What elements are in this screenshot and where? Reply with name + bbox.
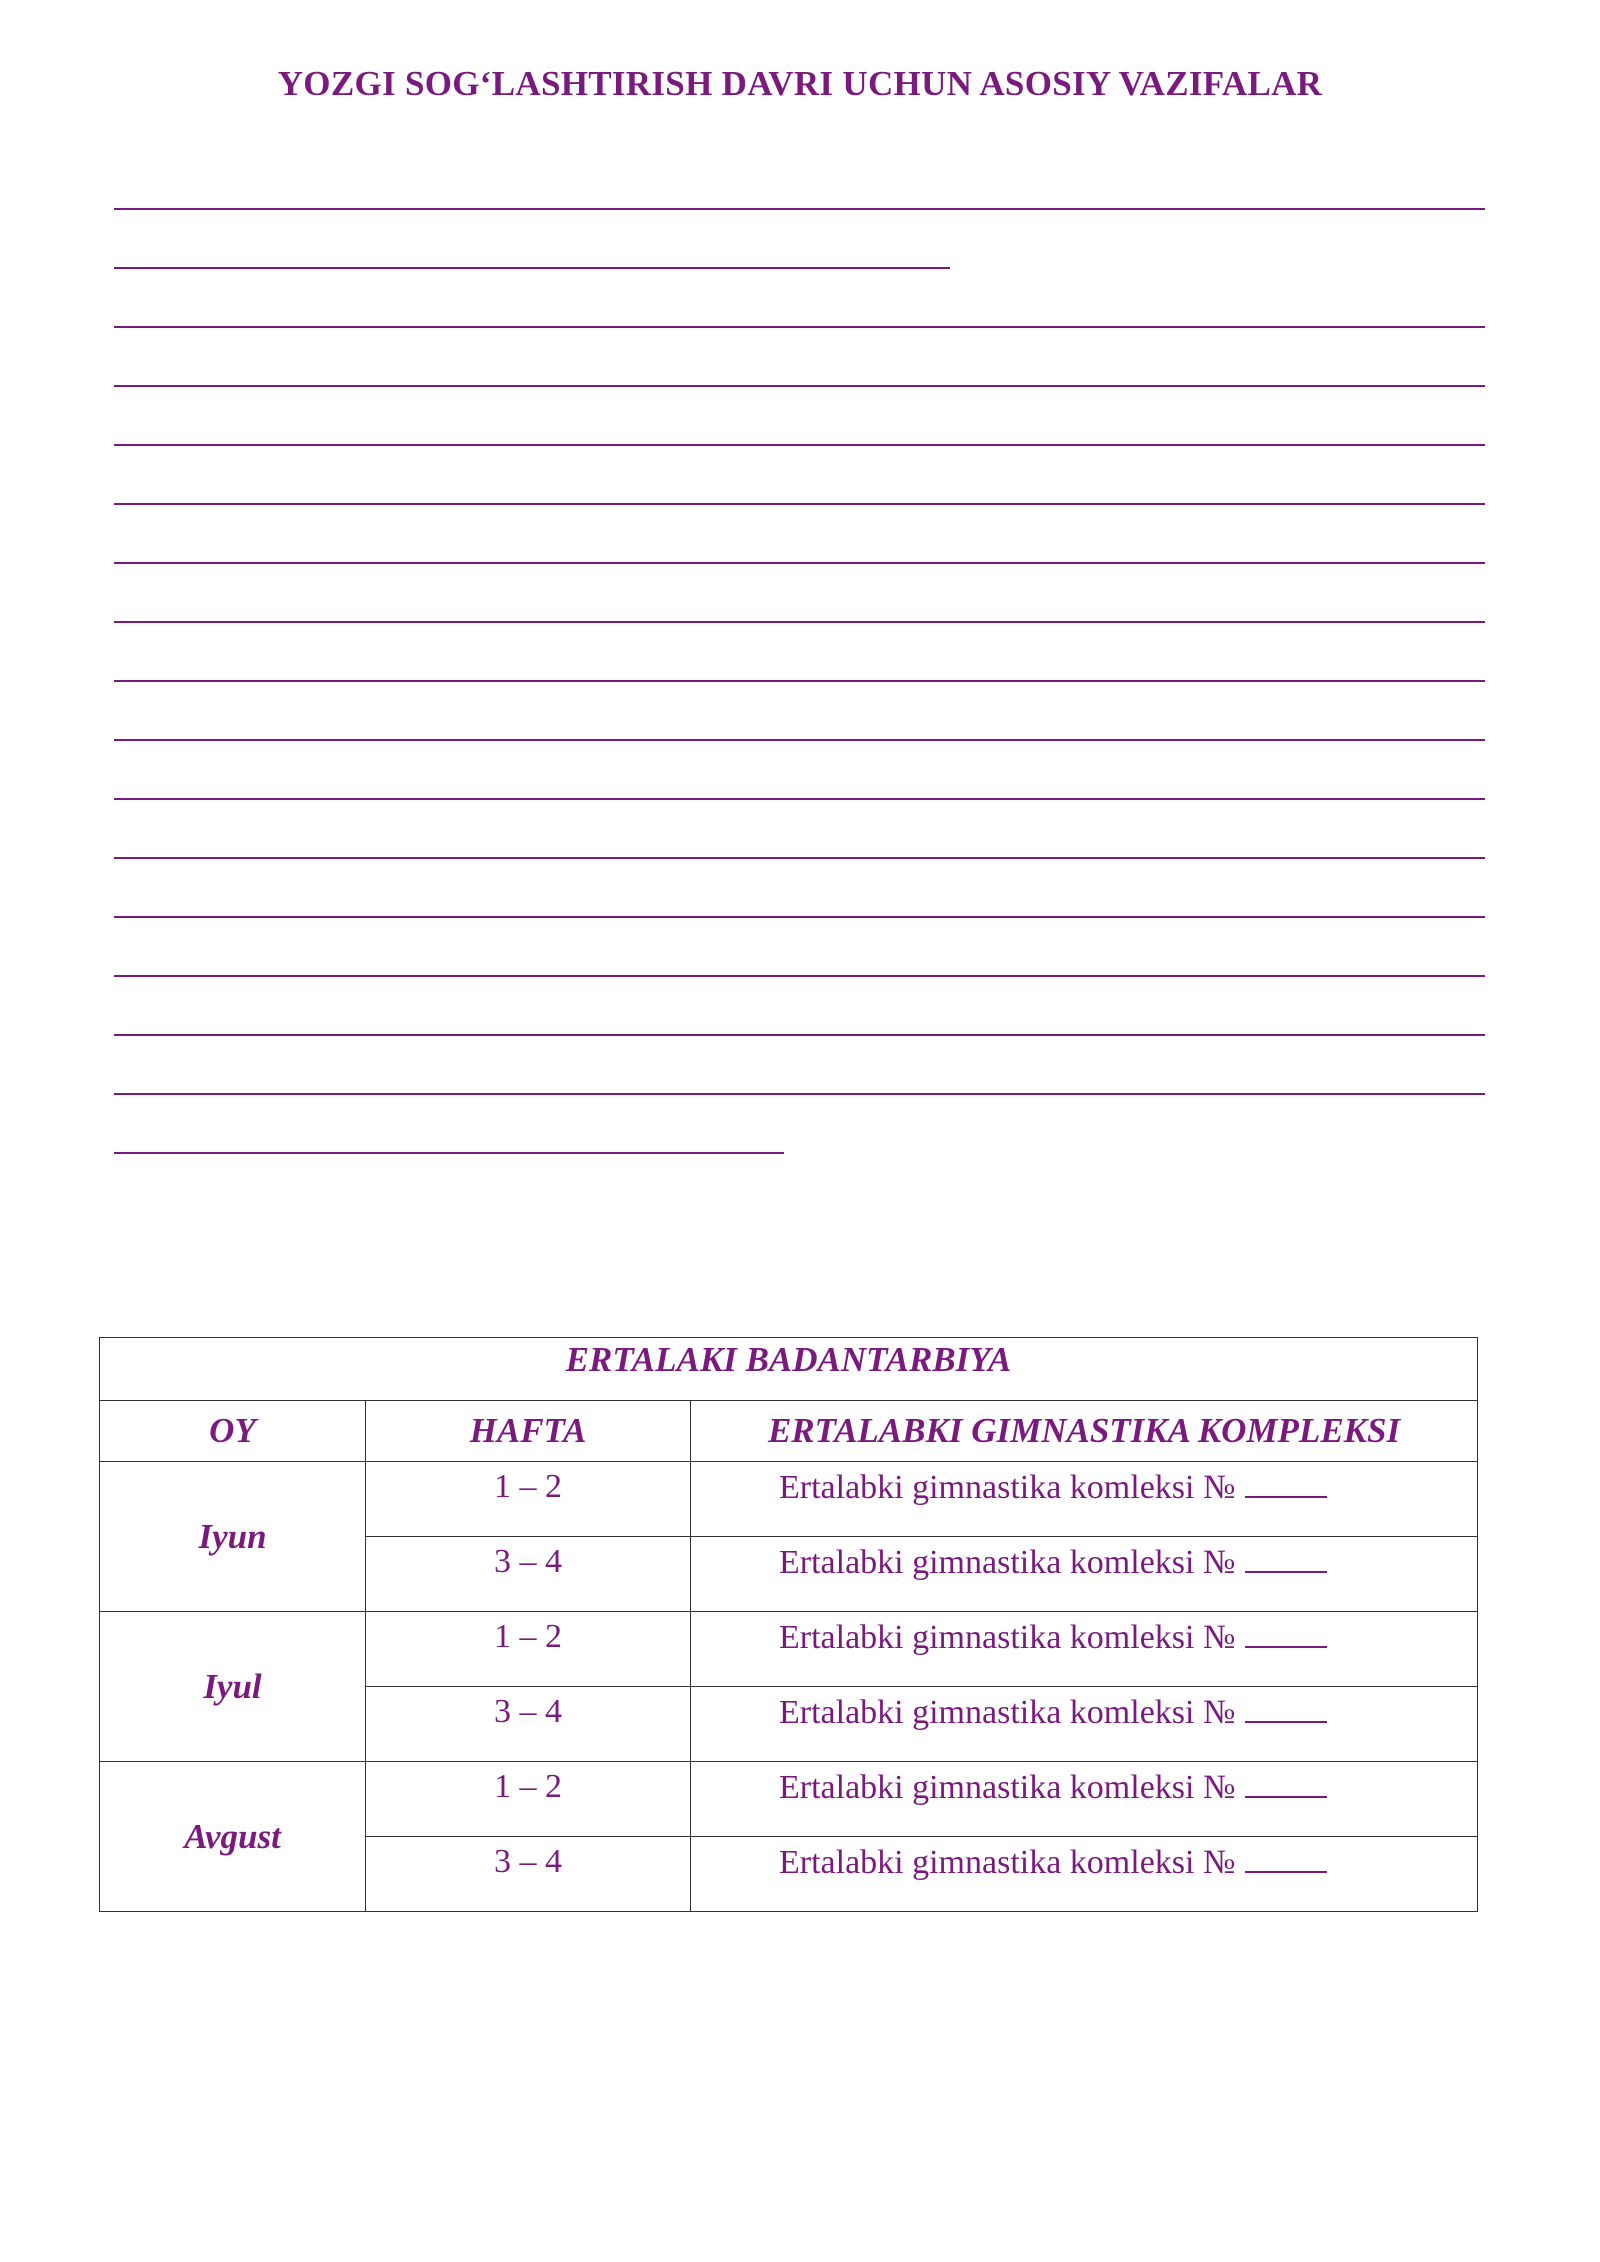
complex-cell [691, 1762, 1478, 1837]
complex-label: Ertalabki gimnastika komleksi № [779, 1469, 1236, 1506]
complex-number-blank[interactable] [1245, 1693, 1327, 1723]
month-cell: Iyul [100, 1612, 366, 1762]
week-cell: 1 – 2 [366, 1762, 691, 1837]
page-title: YOZGI SOG‘LASHTIRISH DAVRI UCHUN ASOSIY VAZIFALAR [277, 64, 1323, 103]
week-cell: 1 – 2 [366, 1462, 691, 1537]
complex-number-blank[interactable] [1245, 1618, 1327, 1648]
week-cell: 3 – 4 [366, 1687, 691, 1762]
writing-line[interactable] [114, 444, 1485, 446]
table-title: ERTALAKI BADANTARBIYA [100, 1338, 1478, 1401]
writing-line[interactable] [114, 1034, 1485, 1036]
complex-label: Ertalabki gimnastika komleksi № [779, 1619, 1236, 1656]
complex-cell [691, 1687, 1478, 1762]
complex-cell [691, 1537, 1478, 1612]
complex-number-blank[interactable] [1245, 1768, 1327, 1798]
writing-line[interactable] [114, 503, 1485, 505]
column-header-week: HAFTA [366, 1401, 691, 1462]
complex-label: Ertalabki gimnastika komleksi № [779, 1544, 1236, 1581]
table-row [100, 1612, 1478, 1687]
gymnastics-table [99, 1337, 1478, 1912]
table-row [100, 1762, 1478, 1837]
table-row [100, 1462, 1478, 1537]
writing-line[interactable] [114, 208, 1485, 210]
column-header-complex: ERTALABKI GIMNASTIKA KOMPLEKSI [691, 1401, 1478, 1462]
writing-line[interactable] [114, 680, 1485, 682]
month-cell: Iyun [100, 1462, 366, 1612]
writing-line[interactable] [114, 326, 1485, 328]
writing-line[interactable] [114, 267, 950, 269]
week-cell: 3 – 4 [366, 1837, 691, 1912]
complex-label: Ertalabki gimnastika komleksi № [779, 1844, 1236, 1881]
writing-line[interactable] [114, 916, 1485, 918]
week-cell: 3 – 4 [366, 1537, 691, 1612]
month-cell: Avgust [100, 1762, 366, 1912]
writing-lines [114, 208, 1485, 1211]
complex-number-blank[interactable] [1245, 1543, 1327, 1573]
complex-cell [691, 1462, 1478, 1537]
column-header-month: OY [100, 1401, 366, 1462]
complex-number-blank[interactable] [1245, 1843, 1327, 1873]
complex-cell [691, 1837, 1478, 1912]
week-cell: 1 – 2 [366, 1612, 691, 1687]
writing-line[interactable] [114, 975, 1485, 977]
writing-line[interactable] [114, 798, 1485, 800]
writing-line[interactable] [114, 1093, 1485, 1095]
writing-line[interactable] [114, 621, 1485, 623]
writing-line[interactable] [114, 739, 1485, 741]
complex-number-blank[interactable] [1245, 1468, 1327, 1498]
complex-label: Ertalabki gimnastika komleksi № [779, 1694, 1236, 1731]
writing-line[interactable] [114, 385, 1485, 387]
writing-line[interactable] [114, 562, 1485, 564]
complex-label: Ertalabki gimnastika komleksi № [779, 1769, 1236, 1806]
writing-line[interactable] [114, 857, 1485, 859]
complex-cell [691, 1612, 1478, 1687]
writing-line[interactable] [114, 1152, 784, 1154]
